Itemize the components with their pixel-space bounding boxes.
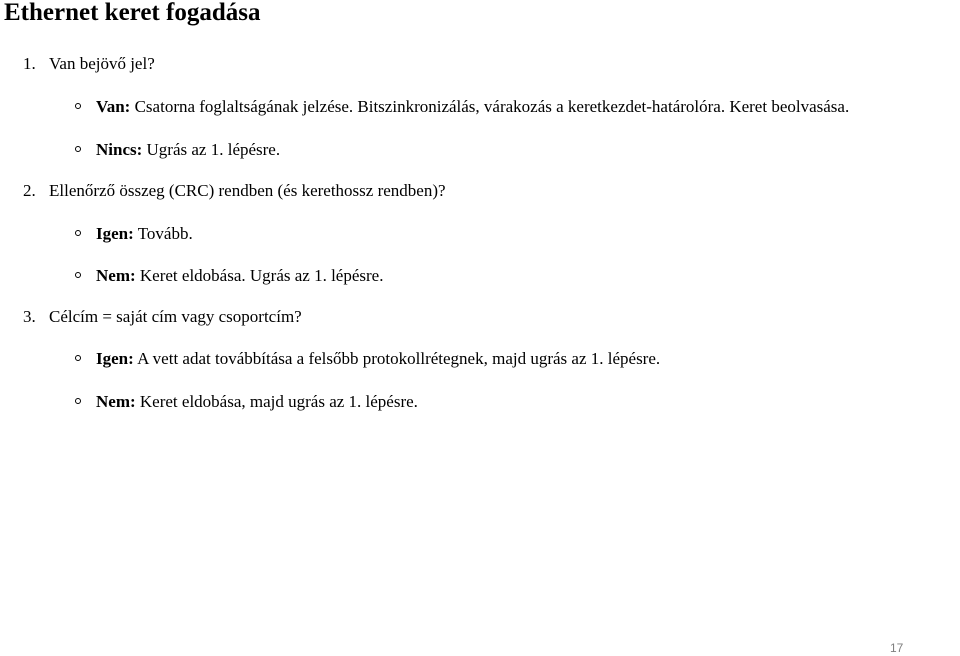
hollow-circle-bullet-icon — [75, 146, 81, 152]
step-question-text: Van bejövő jel? — [49, 54, 155, 73]
hollow-circle-bullet-icon — [75, 355, 81, 361]
hollow-circle-bullet-icon — [75, 272, 81, 278]
option-text: A vett adat továbbítása a felsőbb protokollrétegnek, majd ugrás az 1. lépésre. — [137, 349, 661, 368]
step-question-text: Ellenőrző összeg (CRC) rendben (és kerethossz rendben)? — [49, 181, 446, 200]
hollow-circle-bullet-icon — [75, 103, 81, 109]
option-label: Igen: — [96, 349, 134, 368]
hollow-circle-bullet-icon — [75, 230, 81, 236]
page-title: Ethernet keret fogadása — [4, 0, 261, 26]
step-question — [23, 307, 302, 327]
step-question-text: Célcím = saját cím vagy csoportcím? — [49, 307, 302, 326]
option-text: Keret eldobása, majd ugrás az 1. lépésre. — [139, 392, 418, 411]
step-question — [23, 181, 446, 201]
option-label: Nincs: — [96, 140, 143, 159]
step-number: 2. — [23, 181, 36, 200]
option-label: Igen: — [96, 224, 134, 243]
option-text: Ugrás az 1. lépésre. — [146, 140, 281, 159]
option-label: Van: — [96, 97, 131, 116]
step-question — [23, 54, 155, 74]
option-label: Nem: — [96, 266, 136, 285]
hollow-circle-bullet-icon — [75, 398, 81, 404]
step-number: 3. — [23, 307, 36, 326]
option-label: Nem: — [96, 392, 136, 411]
step-number: 1. — [23, 54, 36, 73]
page-number: 17 — [890, 641, 904, 655]
option-text: Csatorna foglaltságának jelzése. Bitszinkronizálás, várakozás a keretkezdet-határolóra. Keret beolvasása. — [134, 97, 850, 116]
option-text: Tovább. — [137, 224, 193, 243]
option-text: Keret eldobása. Ugrás az 1. lépésre. — [139, 266, 384, 285]
